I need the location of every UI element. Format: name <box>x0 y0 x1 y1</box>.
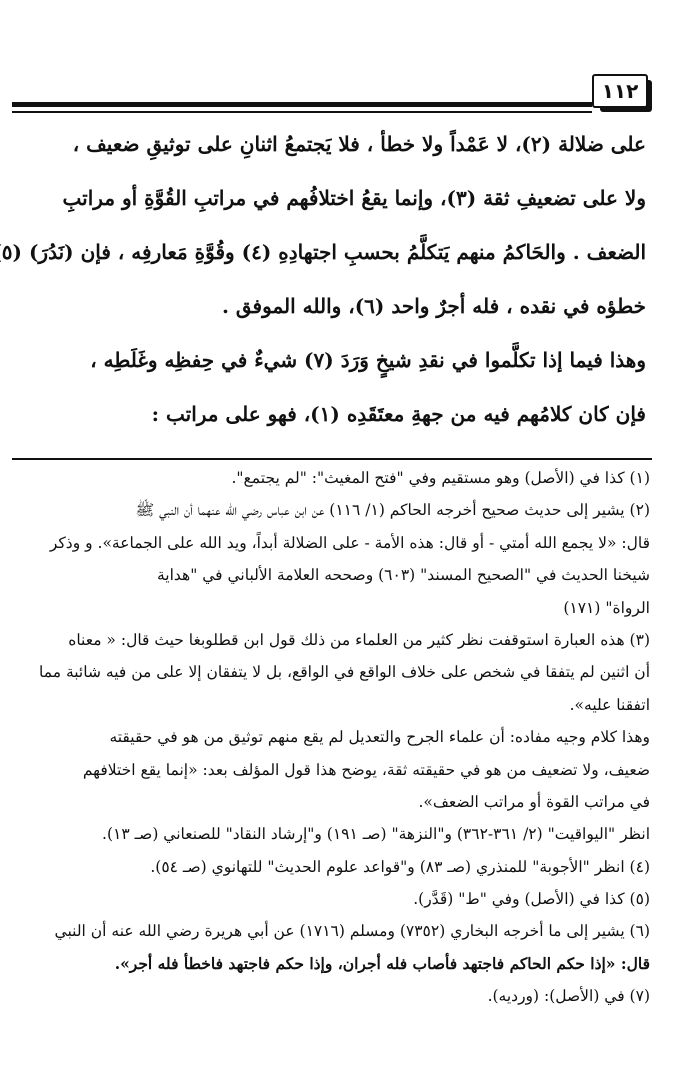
header-rule-thin <box>12 111 592 113</box>
footnote-line: اتفقنا عليه». <box>569 695 650 714</box>
footnotes <box>14 462 650 1013</box>
main-text <box>1 124 646 448</box>
footnote-line: (٧) في (الأصل): (ورديه). <box>487 987 650 1006</box>
page-number: ١١٢ <box>592 74 648 108</box>
footnote-line: (٦) يشير إلى ما أخرجه البخاري (٧٣٥٢) ومسلم (١٧١٦) عن أبي هريرة رضي الله عنه أن النبي <box>54 922 650 941</box>
main-line: ولا على تضعيفِ ثقة (٣)، وإنما يقعُ اختلافُهم في مراتبِ القُوَّةِ أو مراتبِ <box>62 186 646 210</box>
footnote-line: (٣) هذه العبارة استوقفت نظر كثير من العلماء من ذلك قول ابن قطلوبغا حيث قال: « معناه <box>68 630 650 649</box>
footnote-line: وهذا كلام وجيه مفاده: أن علماء الجرح والتعديل لم يقع منهم توثيق من هو في حقيقته <box>109 728 650 747</box>
main-line: خطؤه في نقده ، فله أجرٌ واحد (٦)، والله الموفق . <box>221 294 646 318</box>
footnote-line: (٥) كذا في (الأصل) وفي "ط" (قَدَّر). <box>413 890 650 909</box>
footnote-line: في مراتب القوة أو مراتب الضعف». <box>418 792 650 811</box>
footnote-line: أن اثنين لم يتفقا في شخص على خلاف الواقع في الواقع، بل لا يتفقان إلا على من فيه شائبة مما <box>39 663 650 682</box>
footnote-line: (٤) انظر "الأجوبة" للمنذري (صـ ٨٣) و"قواعد علوم الحديث" للتهانوي (صـ ٥٤). <box>150 857 650 876</box>
footnote-line: انظر "اليواقيت" (٢/ ٣٦١-٣٦٢) و"النزهة" (صـ ١٩١) و"إرشاد النقاد" للصنعاني (صـ ١٣). <box>102 825 650 844</box>
footnote-line: شيخنا الحديث في "الصحيح المسند" (٦٠٣) وصححه العلامة الألباني في "هداية <box>156 566 650 585</box>
footnote-line: (١) كذا في (الأصل) وهو مستقيم وفي "فتح المغيث": "لم يجتمع". <box>231 469 650 487</box>
main-line: على ضلالة (٢)، لا عَمْداً ولا خطأ ، فلا يَجتمعُ اثنانِ على توثيقِ ضعيف ، <box>72 132 646 156</box>
main-line: فإن كان كلامُهم فيه من جهةِ معتَقَدِه (١)، فهو على مراتب : <box>151 402 646 426</box>
footnote-line: (٢) يشير إلى حديث صحيح أخرجه الحاكم (١/ ١١٦) عن ابن عباس رضي الله عنهما أن النبي ﷺ <box>135 501 650 520</box>
footnote-line: الرواة" (١٧١) <box>563 598 650 617</box>
footnote-separator <box>12 458 652 460</box>
footnote-line: ضعيف، ولا تضعيف من هو في حقيقته ثقة، يوضح هذا قول المؤلف بعد: «إنما يقع اختلافهم <box>82 760 650 779</box>
main-line: وهذا فيما إذا تكلَّموا في نقدِ شيخٍ وَرَدَ (٧) شيءٌ في حِفظِه وغَلَطِه ، <box>90 348 646 372</box>
main-line: الضعف . والحَاكمُ منهم يَتكلَّمُ بحسبِ اجتهادِهِ (٤) وقُوَّةِ مَعارفِه ، فإن (نَدُرَ) (٥ <box>1 240 646 264</box>
footnote-line: قال: «لا يجمع الله أمتي - أو قال: هذه الأمة - على الضلالة أبداً، ويد الله على الجماعة». و وذكر <box>49 533 650 552</box>
page-header <box>12 68 648 118</box>
header-rule-thick <box>12 102 592 107</box>
footnote-line: قال: «إذا حكم الحاكم فاجتهد فأصاب فله أجران، وإذا حكم فاجتهد فاخطأ فله أجر». <box>114 953 650 973</box>
